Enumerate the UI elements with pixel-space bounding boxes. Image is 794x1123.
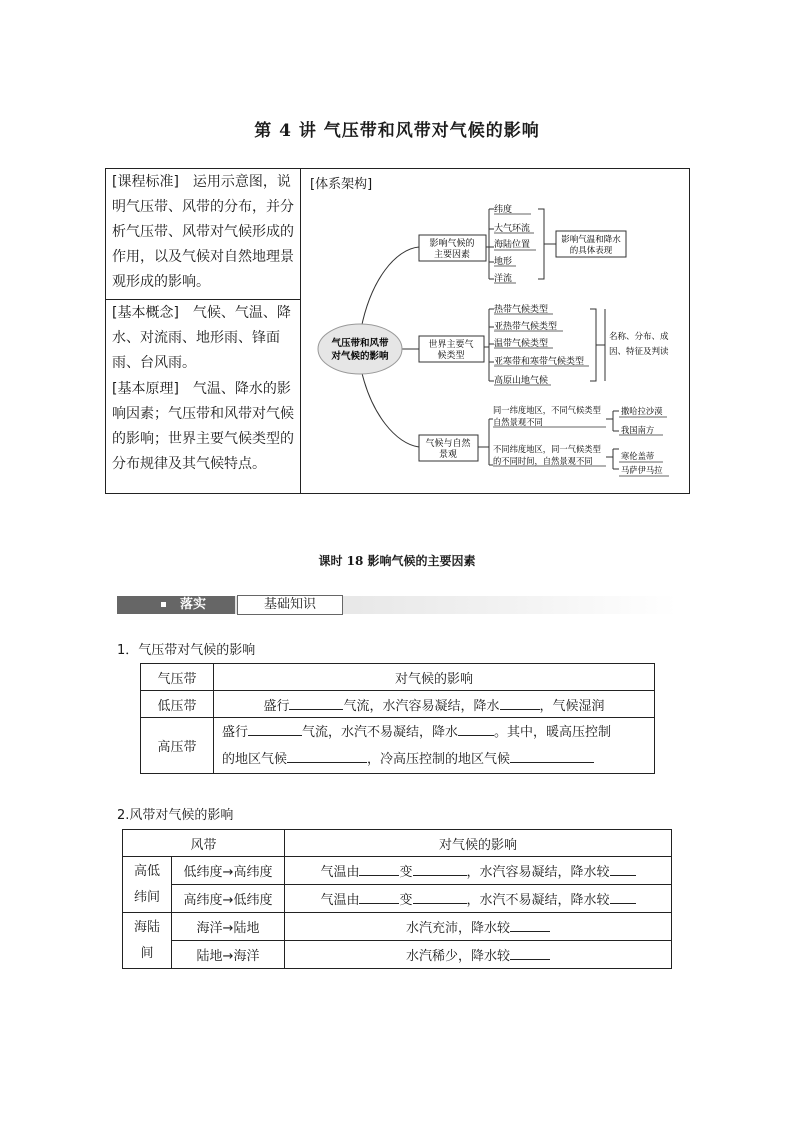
types-bracket <box>484 309 494 381</box>
type-5: 高原山地气候 <box>494 376 549 386</box>
basic-concepts: [基本概念] 气候、气温、降水、对流雨、地形雨、锋面雨、台风雨。 <box>112 305 291 371</box>
type-2: 亚热带气候类型 <box>494 322 558 332</box>
same-lat-bracket <box>606 411 619 431</box>
table-row <box>123 885 672 913</box>
branch2-label-1: 世界主要气 <box>428 340 474 350</box>
answer-blank[interactable] <box>510 918 550 932</box>
table-row <box>141 691 655 718</box>
diff-lat-1: 不同纬度地区，同一气候类型 <box>493 444 601 454</box>
section2-heading: 2.风带对气候的影响 <box>117 808 234 823</box>
row-label: 低纬度→高纬度 <box>172 857 285 885</box>
table-row <box>123 857 672 885</box>
connector-3 <box>361 369 419 447</box>
diff-lat-2: 的不同时间，自然景观不同 <box>493 456 593 466</box>
table-row <box>123 941 672 969</box>
row-content: 气温由 变 ，水汽容易凝结，降水较 <box>285 857 672 885</box>
factor-result-2: 的具体表现 <box>569 246 613 256</box>
answer-blank[interactable] <box>287 749 367 763</box>
factor-4: 地形 <box>494 257 513 267</box>
row-content: 水汽充沛，降水较 <box>285 913 672 941</box>
same-lat-1: 同一纬度地区，不同气候类型 <box>493 405 601 415</box>
row-label: 高压带 <box>141 718 214 774</box>
answer-blank[interactable] <box>610 890 636 904</box>
row-label: 陆地→海洋 <box>172 941 285 969</box>
branch1-label-2: 主要因素 <box>433 250 471 260</box>
factor-bracket <box>486 209 494 279</box>
branch3-label-1: 气候与自然 <box>425 439 471 449</box>
row-content: 盛行 气流，水汽不易凝结，降水 。其中，暖高压控制 的地区气候 ，冷高压控制的地区气候 <box>214 718 655 774</box>
factor-result-1: 影响气温和降水 <box>561 235 621 245</box>
answer-blank[interactable] <box>359 890 399 904</box>
answer-blank[interactable] <box>413 862 467 876</box>
answer-blank[interactable] <box>289 696 343 710</box>
course-standard: [课程标准] 运用示意图，说明气压带、风带的分布，并分析气压带、风带对气候形成的作用，以及气候对自然地理景观形成的影响。 <box>112 174 294 290</box>
page-title: 第 4 讲 气压带和风带对气候的影响 <box>254 121 540 141</box>
factor-right-bracket <box>538 209 544 279</box>
same-lat-2: 自然景观不同 <box>493 417 543 427</box>
answer-blank[interactable] <box>510 749 594 763</box>
types-right-bracket <box>590 309 596 381</box>
section1-heading: 1．气压带对气候的影响 <box>117 643 256 658</box>
branch3-label-2: 景观 <box>438 450 458 460</box>
row-content: 水汽稀少，降水较 <box>285 941 672 969</box>
diff-lat-ex-2: 马萨伊马拉 <box>621 465 663 475</box>
header-cell: 气压带 <box>141 664 214 691</box>
center-ellipse <box>318 324 402 374</box>
row-label: 低压带 <box>141 691 214 718</box>
banner-left-label: 落实 <box>180 597 207 612</box>
header-cell: 对气候的影响 <box>285 830 672 857</box>
structure-label: [体系架构] <box>310 177 373 192</box>
type-1: 热带气候类型 <box>494 305 549 315</box>
factor-5: 洋流 <box>494 274 513 284</box>
row-label: 高纬度→低纬度 <box>172 885 285 913</box>
center-label-2: 对气候的影响 <box>331 351 389 362</box>
same-lat-ex-1: 撒哈拉沙漠 <box>621 406 663 416</box>
mind-map <box>301 169 689 493</box>
connector-1 <box>361 247 419 329</box>
branch2-label-2: 候类型 <box>437 351 465 361</box>
banner-right: 基础知识 <box>237 595 343 615</box>
row-label: 海洋→陆地 <box>172 913 285 941</box>
banner-left <box>117 596 235 614</box>
branch1-label-1: 影响气候的 <box>429 239 475 249</box>
table-row <box>141 718 655 774</box>
type-result-1: 名称、分布、成 <box>609 332 669 342</box>
factor-3: 海陆位置 <box>494 240 531 250</box>
diff-lat-ex-1: 寒伦盖蒂 <box>621 451 655 461</box>
group-label: 高低 纬间 <box>123 857 172 913</box>
answer-blank[interactable] <box>359 862 399 876</box>
type-result-2: 因、特征及判读 <box>609 347 669 357</box>
diff-lat-bracket <box>606 449 619 469</box>
type-4: 亚寒带和寒带气候类型 <box>494 357 585 367</box>
factor-1: 纬度 <box>494 205 513 215</box>
answer-blank[interactable] <box>610 862 636 876</box>
header-cell: 风带 <box>123 830 285 857</box>
same-lat-ex-2: 我国南方 <box>621 425 655 435</box>
wind-belt-table <box>122 829 672 969</box>
answer-blank[interactable] <box>458 722 494 736</box>
answer-blank[interactable] <box>248 722 302 736</box>
row-content: 盛行 气流，水汽容易凝结，降水 ，气候湿润 <box>214 691 655 718</box>
landscape-bracket <box>478 419 493 465</box>
factor-2: 大气环流 <box>494 224 531 234</box>
basic-principles: [基本原理] 气温、降水的影响因素；气压带和风带对气候的影响；世界主要气候类型的分布规律及其气候特点。 <box>112 381 294 472</box>
answer-blank[interactable] <box>510 946 550 960</box>
answer-blank[interactable] <box>500 696 540 710</box>
type-3: 温带气候类型 <box>494 339 549 349</box>
answer-blank[interactable] <box>413 890 467 904</box>
header-cell: 对气候的影响 <box>214 664 655 691</box>
pressure-belt-table <box>140 663 655 774</box>
table-row <box>123 913 672 941</box>
group-label: 海陆 间 <box>123 913 172 969</box>
square-icon <box>161 602 166 607</box>
row-content: 气温由 变 ，水汽不易凝结，降水较 <box>285 885 672 913</box>
center-label-1: 气压带和风带 <box>331 338 389 349</box>
overview-row-divider <box>105 299 301 300</box>
lesson-title: 课时 18 影响气候的主要因素 <box>318 554 476 568</box>
